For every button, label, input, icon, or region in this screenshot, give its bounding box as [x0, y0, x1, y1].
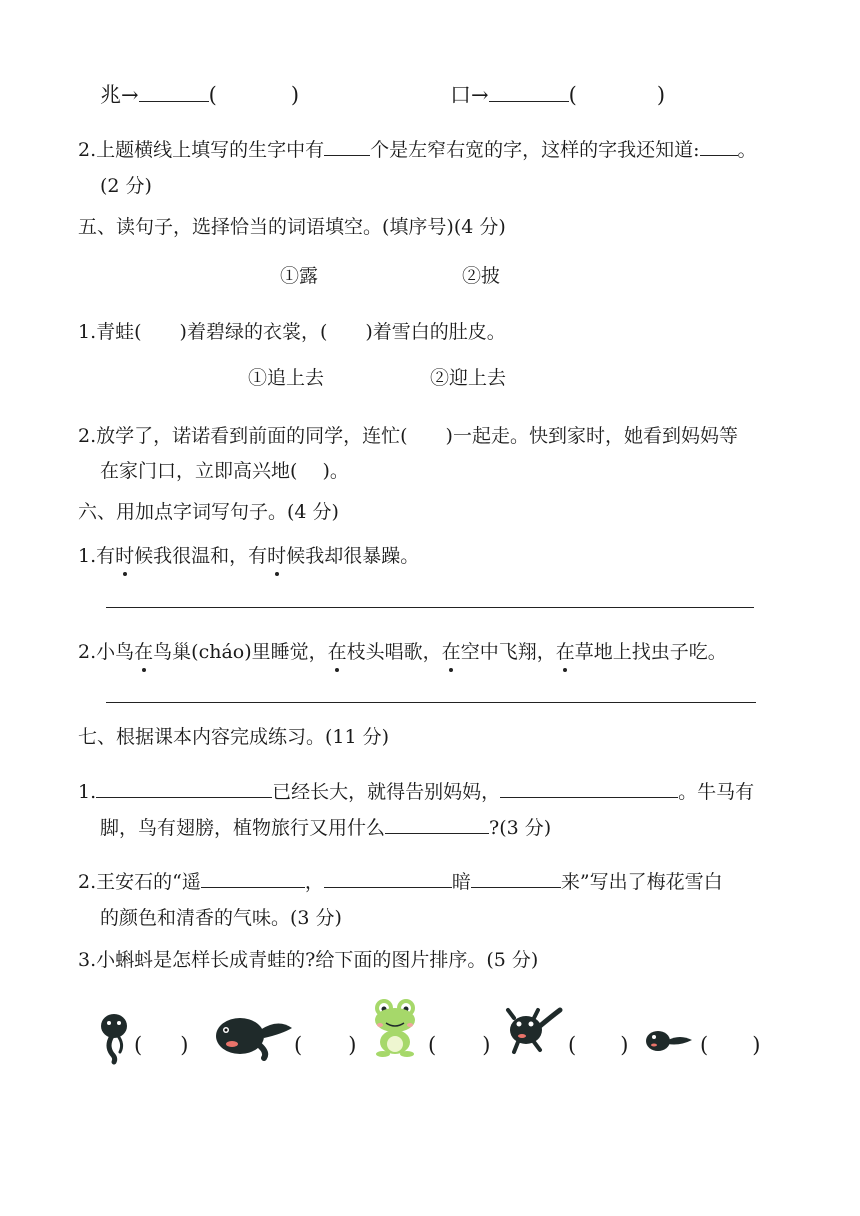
section6-q1 [78, 542, 419, 570]
s7q2-blank-2[interactable] [324, 869, 452, 888]
s7q3: 3.小蝌蚪是怎样长成青蛙的?给下面的图片排序。(5 分) [78, 949, 539, 971]
s6q1-dotted-2: 有时候 [248, 542, 305, 570]
s7q1-line2: 脚，鸟有翅膀，植物旅行又用什么 ?(3 分) [100, 817, 552, 839]
section6-q2: 2.小鸟在鸟巢(cháo)里睡觉，在枝头唱歌，在空中飞翔，在草地上找虫子吃。 [78, 638, 727, 666]
tadpole-four-legs-icon [504, 1006, 560, 1054]
s6q2-dot-1: 在 [134, 638, 153, 666]
q4-right-blank[interactable] [489, 83, 569, 102]
section7-title: 七、根据课本内容完成练习。(11 分) [78, 726, 390, 748]
section5-q2-line1: 2.放学了，诺诺看到前面的同学，连忙( )一起走。快到家时，她看到妈妈等 [78, 425, 738, 447]
q4-left-char: 兆→ [100, 83, 139, 107]
pic1-paren[interactable]: ( ) [134, 1033, 189, 1057]
q4-2-text-a: 2.上题横线上填写的生字中有 [78, 139, 325, 161]
q4-right-paren-close: ) [656, 83, 666, 107]
tadpole-stage-small-icon [96, 1012, 136, 1062]
s6q1-dotted-1: 有时候 [96, 542, 153, 570]
q4-2-blank-2[interactable] [700, 137, 738, 156]
pic4-paren[interactable]: ( ) [568, 1033, 629, 1057]
section5-option-2: ②披 [462, 265, 501, 287]
s7q2-blank-3[interactable] [471, 869, 561, 888]
s6q1-answer-line[interactable] [106, 607, 754, 608]
pic2-paren[interactable]: ( ) [294, 1033, 357, 1057]
q4-right-item [450, 80, 665, 110]
q4-left-paren-close: ) [290, 83, 300, 107]
s7q1-blank-1[interactable] [96, 779, 272, 798]
section5-option-4: ②迎上去 [430, 367, 507, 389]
section5-q1: 1.青蛙( )着碧绿的衣裳，( )着雪白的肚皮。 [78, 321, 506, 343]
q4-2-text-b: 个是左窄右宽的字，这样的字我还知道: [370, 139, 700, 161]
s7q2-blank-1[interactable] [201, 869, 305, 888]
q4-right-paren-open: ( [568, 83, 577, 107]
s7q1-blank-3[interactable] [385, 815, 489, 834]
s6q2-dot-4: 在 [556, 638, 575, 666]
s7q2-line1: 2.王安石的“遥 ， 暗 来”写出了梅花雪白 [78, 871, 723, 893]
section5-option-1: ①露 [280, 265, 319, 287]
s7q1-blank-2[interactable] [500, 779, 678, 798]
s7q1-line1: 1. 已经长大，就得告别妈妈， 。牛马有 [78, 781, 755, 803]
section5-title: 五、读句子，选择恰当的词语填空。(填序号)(4 分) [78, 216, 506, 238]
s6q1-mid: 我很温和， [153, 545, 249, 567]
q4-left-paren-open: ( [208, 83, 217, 107]
q4-2-line [78, 136, 757, 164]
tadpole-with-legs-icon [212, 1010, 294, 1058]
s6q2-dot-3: 在 [442, 638, 461, 666]
s6q2-answer-line[interactable] [106, 702, 756, 703]
q4-2-score: (2 分) [100, 175, 152, 197]
q4-2-blank-1[interactable] [324, 137, 370, 156]
tadpole-swimming-icon [644, 1028, 694, 1054]
s6q2-dot-2: 在 [328, 638, 347, 666]
q4-left-item [100, 80, 299, 110]
frog-icon [370, 998, 420, 1058]
section5-q2-line2: 在家门口，立即高兴地( )。 [100, 460, 349, 482]
s6q1-end: 我却很暴躁。 [305, 545, 420, 567]
section6-title: 六、用加点字词写句子。(4 分) [78, 501, 339, 523]
section5-option-3: ①追上去 [248, 367, 325, 389]
s6q1-prefix: 1. [78, 545, 97, 567]
pic3-paren[interactable]: ( ) [428, 1033, 491, 1057]
q4-2-text-c: 。 [737, 139, 757, 161]
q4-left-blank[interactable] [139, 83, 209, 102]
q4-right-char: 口→ [450, 83, 489, 107]
pic5-paren[interactable]: ( ) [700, 1033, 761, 1057]
s7q2-line2: 的颜色和清香的气味。(3 分) [100, 907, 342, 929]
